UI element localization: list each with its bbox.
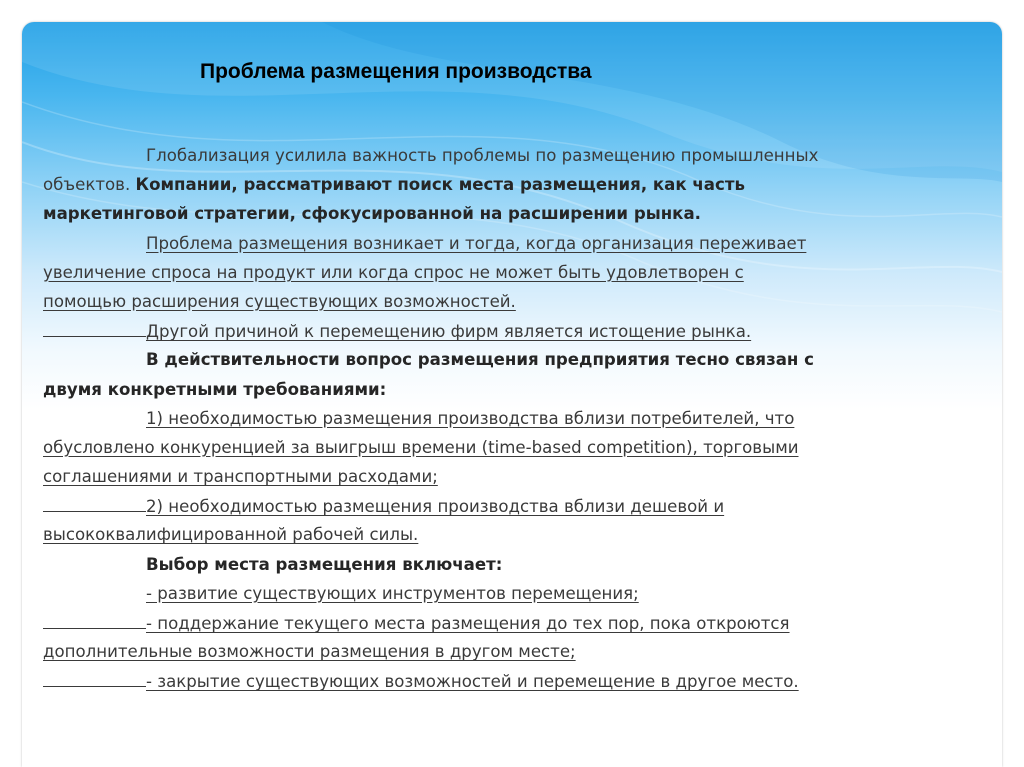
page-title: Проблема размещения производства bbox=[200, 60, 592, 83]
text-line: соглашениями и транспортными расходами; bbox=[43, 467, 438, 487]
text-line: обусловлено конкуренцией за выигрыш времени (time-based competition), торговыми bbox=[43, 437, 799, 457]
text-line: Проблема размещения возникает и тогда, когда организация переживает bbox=[146, 233, 807, 253]
text-line: высококвалифицированной рабочей силы. bbox=[43, 525, 419, 545]
text-line: - поддержание текущего места размещения до тех пор, пока откроются bbox=[43, 608, 993, 637]
text-line: двумя конкретными требованиями: bbox=[43, 379, 387, 399]
text-line: объектов. Компании, рассматривают поиск места размещения, как часть bbox=[43, 175, 745, 195]
body-text bbox=[43, 141, 993, 696]
text-line: Другой причиной к перемещению фирм является истощение рынка. bbox=[43, 316, 993, 345]
text-line: 2) необходимостью размещения производства вблизи дешевой и bbox=[43, 491, 993, 520]
text-line: дополнительные возможности размещения в другом месте; bbox=[43, 642, 576, 662]
text-line: маркетинговой стратегии, сфокусированной на расширении рынка. bbox=[43, 204, 701, 224]
text-line: В действительности вопрос размещения предприятия тесно связан с bbox=[146, 350, 815, 370]
text-line: 1) необходимостью размещения производства вблизи потребителей, что bbox=[146, 408, 795, 428]
text-line: увеличение спроса на продукт или когда спрос не может быть удовлетворен с bbox=[43, 262, 744, 282]
text-line: помощью расширения существующих возможностей. bbox=[43, 291, 516, 311]
text-line: Выбор места размещения включает: bbox=[146, 554, 503, 574]
text-line: - закрытие существующих возможностей и перемещение в другое место. bbox=[43, 666, 993, 695]
text-line: Глобализация усилила важность проблемы по размещению промышленных bbox=[146, 146, 819, 165]
text-line: - развитие существующих инструментов перемещения; bbox=[146, 583, 639, 603]
